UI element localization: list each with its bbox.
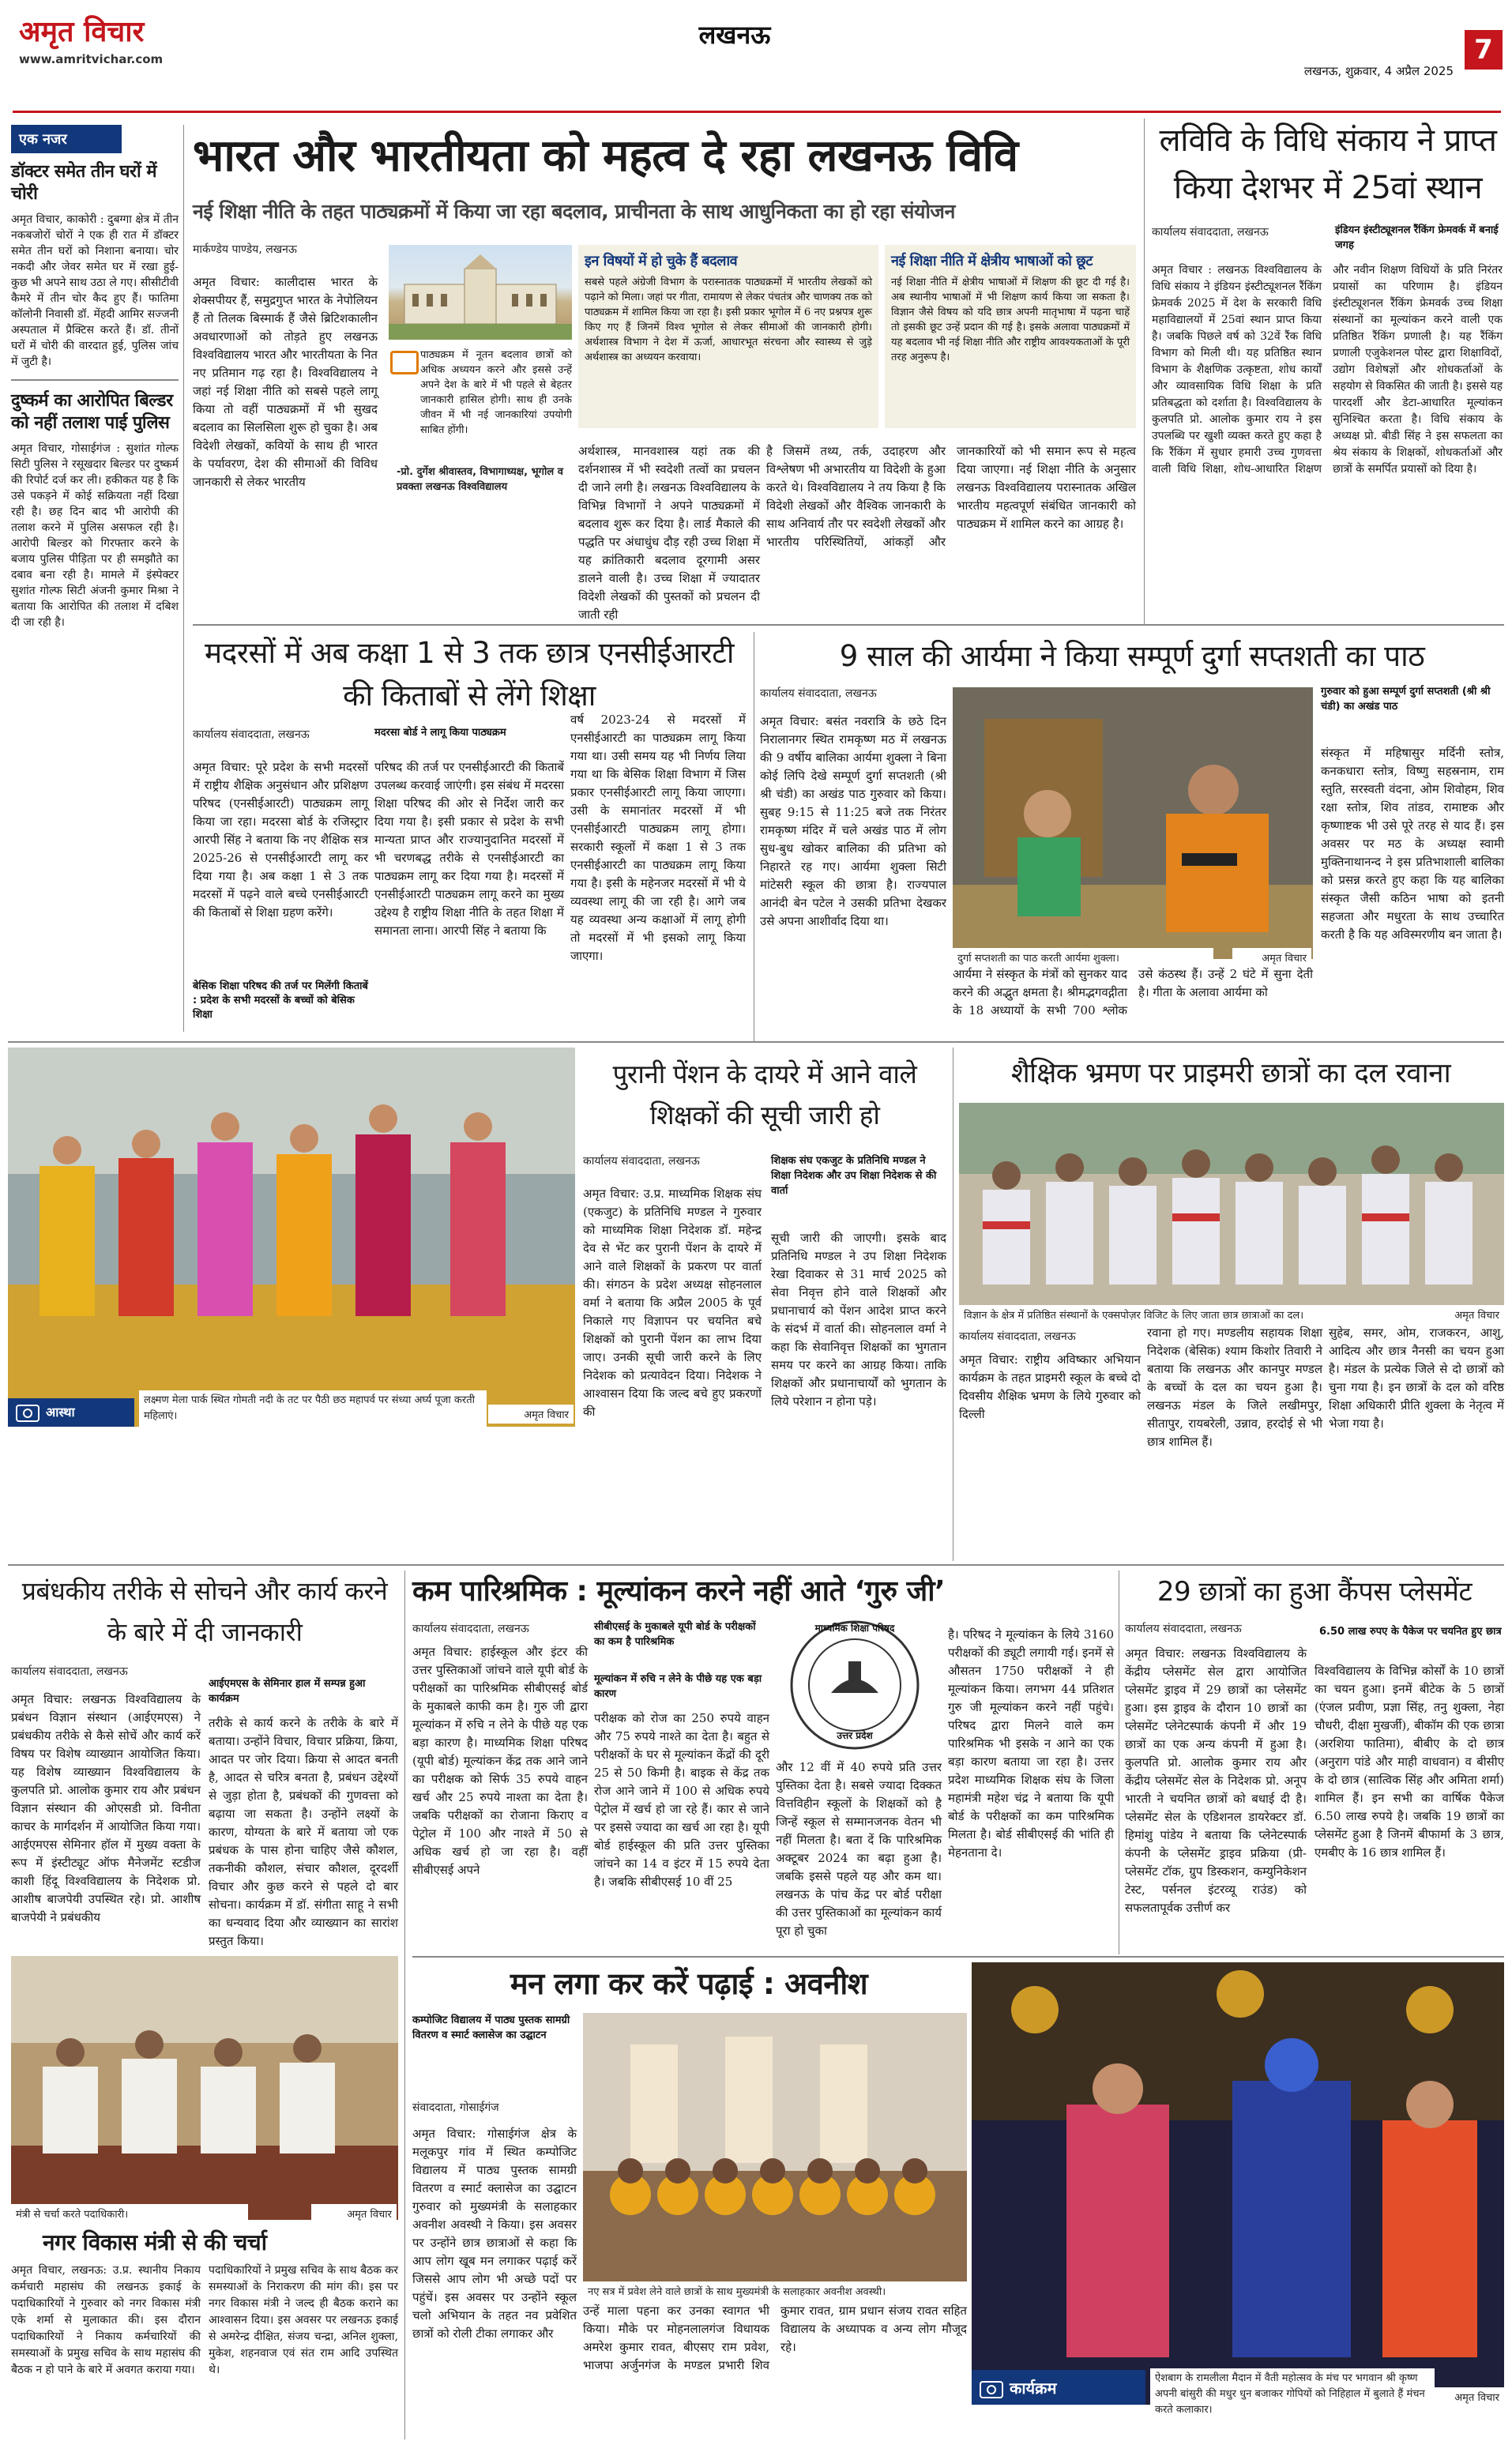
- durga-subhead: गुरुवार को हुआ सम्पूर्ण दुर्गा सप्तशती (श्री श्री चंडी) का अखंड पाठ: [1321, 686, 1491, 713]
- placement-byline: कार्यालय संवाददाता, लखनऊ: [1125, 1623, 1242, 1635]
- minister-headline: नगर विकास मंत्री से की चर्चा: [43, 2229, 267, 2255]
- lead-box2: [885, 245, 1136, 428]
- guru-byline: कार्यालय संवाददाता, लखनऊ: [412, 1623, 529, 1635]
- ek-nazar-story1-headline: डॉक्टर समेत तीन घरों में चोरी: [11, 162, 157, 204]
- placement-col2: विश्वविद्यालय के विभिन्न कोर्सों के 10 छात्रों का चयन हुआ। इनमें बीटेक के 5 छात्रों (एंजल प्रवीण, प्रज्ञा सिंह, तनु शुक्ला, नेहा चौधरी, दीक्षा मुखर्जी), बीकॉम की एक छात्रा (अरशिया फातिमा), बीबीए के दो छात्र (अनुराग पांडे और माही वाधवान) व बीसीए के दो छात्र (सात्विक सिंह और अमिता शर्मा) शामिल हैं। इन सभी का वार्षिक पैकेज 6.50 लाख रुपये है। जबकि 19 छात्रों का प्लेसमेंट हुआ है जिनमें बीफार्मा के 3 छात्र, एमबीए के 16 छात्र शामिल हैं।: [1315, 1664, 1504, 1860]
- avneesh-photo: [583, 2013, 967, 2281]
- placement-subhead: 6.50 लाख रुपए के पैकेज पर चयनित हुए छात्र: [1319, 1626, 1502, 1638]
- ek-nazar-story1-body: अमृत विचार, काकोरी : दुबग्गा क्षेत्र में तीन नकबजोरों चोरों ने एक ही रात में डॉक्टर समेत तीन घरों को निशाना बनाया। चोर नकदी और जेवर समेत घर में रखा हुई-कुछ भी अपने साथ उठा ले गए। सीसीटीवी कैमरे में तीन चोर कैद हुए हैं। फातिमा कॉलोनी निवासी डॉ. मेंहदी आमिर सज्जनी अस्पताल में प्रैक्टिस करते हैं। डॉ. तीनों घरों में चोरी की वारदात हुई, पुलिस जांच में जुटी है।: [11, 213, 179, 368]
- ek-nazar-label: एक नजर: [11, 125, 122, 153]
- pension-byline: कार्यालय संवाददाता, लखनऊ: [583, 1155, 700, 1168]
- dateline: लखनऊ, शुक्रवार, 4 अप्रैल 2025: [1303, 64, 1454, 78]
- minister-caption: मंत्री से चर्चा करते पदाधिकारी।: [11, 2204, 248, 2221]
- quote-attribution: -प्रो. दुर्गेश श्रीवास्तव, विभागाध्यक्ष, भूगोल व प्रवक्ता लखनऊ विश्वविद्यालय: [397, 466, 563, 493]
- masthead: [0, 0, 1512, 76]
- ek-nazar-story2-headline: दुष्कर्म का आरोपित बिल्डर को नहीं तलाश पाई पुलिस: [11, 391, 173, 433]
- guru-subhead2: मूल्यांकन में रुचि न लेने के पीछे यह एक बड़ा कारण: [594, 1673, 762, 1700]
- board-logo-state: उत्तर प्रदेश: [837, 1730, 873, 1741]
- camera-icon: [16, 1405, 39, 1422]
- mgmt-subhead: आईएमएस के सेमिनार हाल में सम्पन्न हुआ कार्यक्रम: [209, 1678, 366, 1705]
- aastha-tag: आस्था: [8, 1398, 134, 1427]
- durga-body1: अमृत विचार: बसंत नवरात्रि के छठे दिन निरालानगर स्थित रामकृष्ण मठ में लखनऊ की 9 वर्षीय बालिका आर्यमा शुक्ला ने बिना कोई लिपि देखे सम्पूर्ण दुर्गा सप्तशती (श्री श्री चंडी) का अखंड पाठ गुरुवार को किया। सुबह 9:15 से 11:25 बजे तक निरंतर रामकृष्ण मंदिर में चले अखंड पाठ में लोग सुध-बुध खोकर बालिका की प्रतिभा को निहारते रह गए। आर्यमा शुक्ला सिटी मांटेसरी स्कूल की छात्रा है। राज्यपाल आनंदी बेन पटेल ने उसकी प्रतिभा देखकर उसे अपना आशीर्वाद दिया था।: [760, 714, 946, 928]
- guru-col4: है। परिषद ने मूल्यांकन के लिये 3160 परीक्षकों की ड्यूटी लगायी गई। इनमें से औसतन 1750 परीक्षकों ने ही मूल्यांकन किया। लगभग 44 प्रतिशत गुरु जी मूल्यांकन करने नहीं पहुंचे। परिषद द्वारा मिलने वाले कम पारिश्रमिक भी इसके न आने का एक बड़ा कारण बताया जा रहा है। उत्तर प्रदेश माध्यमिक शिक्षक संघ के जिला महामंत्री महेश चंद्र ने बताया कि यूपी बोर्ड के परीक्षकों का कम पारिश्रमिक मिलता है। बोर्ड सीबीएसई की भांति ही मेहनताना दे।: [948, 1627, 1114, 1860]
- law-headline: लविवि के विधि संकाय ने प्राप्त किया देशभर में 25वां स्थान: [1159, 122, 1497, 206]
- aastha-caption: लक्ष्मण मेला पार्क स्थित गोमती नदी के तट पर पैठी छठ महापर्व पर संध्या अर्घ्य पूजा करती महिलाएं।: [139, 1390, 487, 1427]
- avneesh-caption: नए सत्र में प्रवेश लेने वाले छात्रों के साथ मुख्यमंत्री के सलाहकार अवनीश अवस्थी।: [583, 2281, 967, 2300]
- excursion-headline: शैक्षिक भ्रमण पर प्राइमरी छात्रों का दल रवाना: [1010, 1058, 1451, 1089]
- guru-col1: अमृत विचार: हाईस्कूल और इंटर की उत्तर पुस्तिकाओं जांचने वाले यूपी बोर्ड के परीक्षकों का पारिश्रमिक सीबीएसई बोर्ड के मुकाबले काफी कम है। गुरु जी द्वारा मूल्यांकन में रुचि न लेने के पीछे यह एक बड़ा कारण है। माध्यमिक शिक्षा परिषद (यूपी बोर्ड) मूल्यांकन केंद्र तक आने जाने का परीक्षक को सिर्फ 35 रुपये वाहन खर्च और 25 रुपये नाश्ता का देता है। जबकि परीक्षकों का रोजाना किराए व पेट्रोल में 100 और नाश्ते में 50 से अधिक खर्च हो जा रहा है। वहीं सीबीएसई अपने: [412, 1645, 588, 1877]
- guru-headline: कम पारिश्रमिक : मूल्यांकन करने नहीं आते ‘गुरु जी’: [412, 1575, 946, 1608]
- guru-col2: परीक्षक को रोज का 250 रुपये वाहन और 75 रुपये नाश्ते का देता है। बहुत से परीक्षकों के घर से मूल्यांकन केंद्रों की दूरी 25 से 50 किमी है। बाइक से केंद्र तक रोज आने जाने में 100 से अधिक रुपये पेट्रोल में खर्च हो जा रहे हैं। कार से जाने पर इससे ज्यादा का खर्च आ रहा है। यूपी बोर्ड हाईस्कूल की प्रति उत्तर पुस्तिका जांचने का 14 व इंटर में 15 रुपये देता है। जबकि सीबीएसई 10 वीं 25: [594, 1711, 769, 1889]
- lead-para3: है जिसमें तथ्य, तर्क, उदाहरण और विश्लेषण भी अभारतीय या विदेशी के हुआ करते थे। विश्वविद्यालय ने तय किया है कि विदेशी लेखकों और वैश्विक जानकारी के साथ अनिवार्य तौर पर स्वदेशी लेखकों और भारतीय परिस्थितियों, आंकड़ों और जानकारियों को भी समान रूप से महत्व दिया जाएगा। नई शिक्षा नीति के अनुसार लखनऊ विश्वविद्यालय परास्नातक अखिल भारतीय महत्वपूर्ण संबंधित जानकारी को पाठ्यक्रम में शामिल करने का आग्रह है।: [766, 444, 1136, 549]
- lead-para1: अमृत विचार: कालीदास भारत के शेक्सपीयर हैं, समुद्रगुप्त भारत के नेपोलियन हैं तो तिलक बिस्मार्क हैं जैसे ब्रिटिशकालीन अवधारणाओं को तोड़ते हुए लखनऊ विश्वविद्यालय भारत और भारतीयता के नित नए प्रतिमान गढ़ रहा है। विश्वविद्यालय ने जहां नई शिक्षा नीति को सबसे पहले लागू किया तो वहीं पाठ्यक्रमों में भी सुखद बदलाव का सिलसिला शुरू हो चुका है। अब विदेशी लेखकों, कवियों के साथ ही भारत के पर्यावरण, देश की सीमाओं की विविध जानकारी से लेकर भारतीय: [193, 275, 378, 489]
- recital-scene-illustration: [953, 687, 1313, 959]
- section-rule: [193, 624, 1504, 626]
- karyakram-credit: अमृत विचार: [1435, 2387, 1504, 2405]
- lead-headline: भारत और भारतीयता को महत्व दे रहा लखनऊ विवि: [193, 130, 1018, 182]
- durga-credit: अमृत विचार: [1232, 948, 1311, 965]
- avneesh-subhead: कम्पोजिट विद्यालय में पाठ्य पुस्तक सामग्री वितरण व स्मार्ट क्लासेज का उद्घाटन: [412, 2014, 570, 2041]
- avneesh-headline: मन लगा कर करें पढ़ाई : अवनीश: [510, 1966, 868, 2001]
- pension-col2: सूची जारी की जाएगी। इसके बाद प्रतिनिधि मण्डल ने उप शिक्षा निदेशक रेखा दिवाकर से 31 मार्च 2025 को सेवा निवृत्त होने वाले शिक्षकों और प्रधानाचार्य को पेंशन आदेश प्राप्त करने के संदर्भ में वार्ता की। सोहनलाल वर्मा ने कहा कि सेवानिवृत्त शिक्षकों का भुगतान समय पर करने का आग्रह किया। ताकि शिक्षकों और प्रधानाचार्यों को भुगतान के लिये परेशान न होना पड़े।: [771, 1231, 946, 1409]
- mgmt-col1: अमृत विचार: लखनऊ विश्वविद्यालय के प्रबंधन विज्ञान संस्थान (आईएमएस) ने प्रबंधकीय तरीके से कैसे सोचें और कार्य करें विषय पर विशेष व्याख्यान आयोजित किया। यह विशेष व्याख्यान विश्वविद्यालय के कुलपति प्रो. आलोक कुमार राय और प्रबंधन विज्ञान संस्थान की ओएसडी प्रो. विनीता काचर के मार्गदर्शन में आयोजित किया गया। आईएमएस सेमिनार हॉल में मुख्य वक्ता के रूप में इंस्टीट्यूट ऑफ मैनेजमेंट स्टडीज काशी हिंदू विश्वविद्यालय के निदेशक प्रो. आशीष बाजपेयी उपस्थित रहे। प्रो. आशीष बाजपेयी ने प्रबंधकीय: [11, 1692, 201, 1924]
- meeting-illustration: [11, 1956, 398, 2220]
- avneesh-body2: उन्हें माला पहना कर उनका स्वागत भी किया। मौके पर मोहनलालगंज विधायक अमरेश कुमार रावत, बीएसए राम प्रवेश, भाजपा अर्जुनगंज के मण्डल प्रभारी शिव कुमार रावत, ग्राम प्रधान संजय रावत सहित विद्यालय के अध्यापक व अन्य लोग मौजूद रहे।: [583, 2304, 967, 2372]
- madrasa-byline: कार्यालय संवाददाता, लखनऊ: [193, 728, 310, 741]
- placement-col1: अमृत विचार: लखनऊ विश्वविद्यालय के केंद्रीय प्लेसमेंट सेल द्वारा आयोजित प्लेसमेंट ड्राइव में 29 छात्रों का प्लेसमेंट हुआ। इस ड्राइव के दौरान 10 छात्रों का प्लेसमेंट प्लेनेटस्पार्क कंपनी में और 19 छात्रों का एक अन्य कंपनी में हुआ है। कुलपति प्रो. आलोक कुमार राय और केंद्रीय प्लेसमेंट सेल के निदेशक प्रो. अनूप भारती ने चयनित छात्रों को बधाई दी है। प्लेसमेंट सेल के एडिशनल डायरेक्टर डॉ. हिमांशु पांडेय ने बताया कि प्लेनेटस्पार्क कंपनी के प्लेसमेंट ड्राइव प्रक्रिया (प्री-प्लेसमेंट टॉक, ग्रुप डिस्कशन, कम्युनिकेशन टेस्ट, पर्सनल इंटरव्यू राउंड) को सफलतापूर्वक उत्तीर्ण कर: [1125, 1646, 1307, 1915]
- minister-col2: पदाधिकारियों ने प्रमुख सचिव के साथ बैठक कर समस्याओं के निराकरण की मांग की। इस पर नगर विकास मंत्री ने जल्द ही बैठक कराने का आश्वासन दिया। इस अवसर पर लखनऊ इकाई से अमरेन्द्र दीक्षित, संजय चन्द्रा, अनिल शुक्ला, मुकेश, शहनवाज एवं संत राम आदि उपस्थित थे।: [209, 2264, 398, 2376]
- placement-headline: 29 छात्रों का हुआ कैंपस प्लेसमेंट: [1157, 1576, 1473, 1608]
- section-rule: [8, 1041, 1504, 1043]
- lead-box1: [578, 245, 878, 428]
- website-link[interactable]: www.amritvichar.com: [19, 52, 164, 66]
- pension-subhead: शिक्षक संघ एकजुट के प्रतिनिधि मण्डल ने शिक्षा निदेशक और उप शिक्षा निदेशक से की वार्ता: [771, 1155, 937, 1197]
- krishna-stage-illustration: [972, 1962, 1504, 2405]
- camera-icon: [980, 2381, 1003, 2398]
- box2-title: नई शिक्षा नीति में क्षेत्रीय भाषाओं को छूट: [891, 253, 1093, 269]
- law-subhead: इंडियन इंस्टीट्यूशनल रैंकिंग फ्रेमवर्क में बनाई जगह: [1335, 224, 1499, 251]
- board-logo: [776, 1618, 934, 1752]
- karyakram-photo: [972, 1962, 1504, 2405]
- durga-photo: [953, 687, 1313, 959]
- guru-subhead1: सीबीएसई के मुकाबले यूपी बोर्ड के परीक्षकों का कम है पारिश्रमिक: [594, 1621, 756, 1648]
- lead-byline: मार्कण्डेय पाण्डेय, लखनऊ: [193, 243, 297, 256]
- karyakram-caption: ऐशबाग के रामलीला मैदान में वैती महोत्सव के मंच पर भगवान श्री कृष्ण अपनी बांसुरी की मधुर धुन बजाकर गोपियों को निहिहाल में बुलाते हैं मंचन करते कलाकार।: [1150, 2368, 1435, 2406]
- madrasa-col3: वर्ष 2023-24 से मदरसों में एनसीईआरटी का पाठ्यक्रम लागू किया गया था। उसी समय यह भी निर्णय लिया गया था कि बेसिक शिक्षा विभाग में जिस प्रकार एनसीईआरटी लागू किया जाएगा। उसी के समानांतर मदरसों में भी एनसीईआरटी पाठ्यक्रम लागू होगा। सरकारी स्कूलों में कक्षा 1 से 3 तक एनसीईआरटी का पाठ्यक्रम लागू किया गया है। इसी के महेनजर मदरसों में भी ये व्यवस्था लागू की जा रही है। आगे जब यह व्यवस्था अन्य कक्षाओं में लागू होगी तो मदरसों में भी इसको लागू किया जाएगा।: [570, 713, 746, 963]
- box1-body: सबसे पहले अंग्रेजी विभाग के परास्नातक पाठ्यक्रमों में भारतीय लेखकों को पढ़ाने को मिला। जहां पर गीता, रामायण से लेकर पंचतंत्र और चाणक्य तक को पाठ्यक्रम में शामिल किया जा रहा है। इसी प्रकार भूगोल में 6 नए प्रश्नपत्र शुरू किए गए हैं जिनमें विश्व भूगोल से लेकर सीमाओं की जानकारी होगी। अर्थशास्त्र विभाग ने देश में ऊर्जा, आधारभूत संरचना और स्वास्थ्य से जुड़े अर्थशास्त्र का अध्ययन करवाया।: [585, 276, 872, 363]
- board-logo-text: माध्यमिक शिक्षा परिषद: [814, 1623, 895, 1634]
- excursion-body1: अमृत विचार: राष्ट्रीय अविष्कार अभियान कार्यक्रम के तहत प्राइमरी स्कूल के बच्चे दो दिवसीय शैक्षिक भ्रमण के लिये गुरुवार को दिल्ली: [959, 1352, 1141, 1421]
- karyakram-tag: कार्यक्रम: [972, 2370, 1145, 2405]
- section-rule: [8, 1564, 1504, 1566]
- felicitation-illustration: [583, 2013, 967, 2281]
- law-byline: कार्यालय संवाददाता, लखनऊ: [1152, 226, 1269, 239]
- quote-box: [389, 348, 572, 512]
- quote-text: पाठ्यक्रम में नूतन बदलाव छात्रों को अधिक अध्ययन करने और इससे उन्हें अपने देश के बारे में भी पहले से बेहतर जानकारी हासिल होगी। साथ ही उनके जीवन में भी नई जानकारियां उपयोगी साबित होंगी।: [420, 349, 572, 436]
- minister-col1: अमृत विचार, लखनऊ: उ.प्र. स्थानीय निकाय कर्मचारी महासंघ की लखनऊ इकाई के पदाधिकारियों ने गुरुवार को नगर विकास मंत्री एके शर्मा से मुलाकात की। इस दौरान पदाधिकारियों ने निकाय कर्मचारियों की समस्याओं के प्रमुख सचिव के साथ महासंघ की बैठक न हो पाने के बारे में अवगत कराया गया।: [11, 2264, 201, 2376]
- law-body: अमृत विचार : लखनऊ विश्वविद्यालय के विधि संकाय ने इंडियन इंस्टीट्यूशनल रैंकिंग फ्रेमवर्क 2025 में देश के सरकारी विधि महाविद्यालयों में 25वां स्थान प्राप्त किया है। जबकि पिछले वर्ष को 32वें रैंक विधि विभाग को मिली थी। यह प्रतिष्ठित स्थान विभाग के शैक्षणिक उत्कृष्टता, शोध कार्यों और व्यावसायिक विधि शिक्षा के प्रति प्रतिबद्धता को दर्शाता है। विश्वविद्यालय के कुलपति प्रो. आलोक कुमार राय ने इस उपलब्धि पर खुशी व्यक्त करते हुए कहा है कि रैंकिंग में सुधार हमारी उच्च गुणवत्ता वाली विधि शिक्षा, शोध-आधारित शिक्षण और नवीन शिक्षण विधियों के प्रति निरंतर प्रयासों का परिणाम है। इंडियन इंस्टीट्यूशनल रैंकिंग फ्रेमवर्क उच्च शिक्षा संस्थानों का मूल्यांकन करने वाली एक प्रतिष्ठित रैंकिंग प्रणाली है। यह रैंकिंग प्रणाली एजुकेशनल पोस्ट द्वारा शिक्षाविदों, उद्योग विशेषज्ञों और शोधकर्ताओं के सहयोग से विकसित की जाती है। इससे यह पारदर्शी और डेटा-आधारित मूल्यांकन सुनिश्चित करता है। विधि संकाय के अध्यक्ष प्रो. बीडी सिंह ने इस सफलता का श्रेय संकाय के शिक्षकों, शोधकर्ताओं और छात्रों के समर्पित प्रयासों को दिया है।: [1152, 264, 1503, 476]
- durga-body2: आर्यमा ने संस्कृत के मंत्रों को सुनकर याद करने की अद्भुत क्षमता है। श्रीमद्भगवद्गीता के 18 अध्यायों के सभी 700 श्लोक उसे कंठस्थ हैं। उन्हें 2 घंटे में सुना देती है। गीता के अलावा आर्यमा को: [953, 967, 1313, 1017]
- excursion-byline: कार्यालय संवाददाता, लखनऊ: [959, 1330, 1076, 1343]
- mgmt-byline: कार्यालय संवाददाता, लखनऊ: [11, 1665, 128, 1678]
- aastha-photo: [8, 1048, 575, 1427]
- minister-credit: अमृत विचार: [311, 2204, 397, 2221]
- minister-photo: [11, 1956, 398, 2220]
- section-title: लखनऊ: [698, 20, 771, 50]
- masthead-rule: [13, 111, 1501, 113]
- section-rule: [412, 1956, 1504, 1958]
- quote-icon: [390, 351, 419, 374]
- lead-para2: अर्थशास्त्र, मानवशास्त्र यहां तक की दर्शनशास्त्र में भी स्वदेशी तत्वों का प्रचलन दी जाने लगी है। लखनऊ विश्वविद्यालय के विभिन्न विभागों ने अपने पाठ्यक्रमों में बदलाव शुरू कर दिया है। लार्ड मैकाले की पद्धति पर अंधाधुंध दौड़ रही उच्च शिक्षा में यह क्रांतिकारी बदलाव दूरगामी असर डालने वाली है। उच्च शिक्षा में ज्यादातर विदेशी लेखकों की पुस्तकों को प्रचलन दी जाती रही: [578, 444, 760, 622]
- mgmt-col2: तरीके से कार्य करने के तरीके के बारे में बताया। उन्होंने विचार, विचार प्रक्रिया, क्रिया, आदत पर जोर दिया। क्रिया से आदत बनती है, आदत से चरित्र बनता है, प्रबंधन उद्देश्यों से जुड़ा होता है, प्रबंधकों की गुणवत्ता को बढ़ाया जा सकता है। उन्होंने लक्ष्यों के कारण, योग्यता के बारे में बताया जो एक प्रबंधक के पास होना चाहिए जैसे कौशल, तकनीकी कौशल, संचार कौशल, दूरदर्शी विचार और कुछ करने से पहले दो बार सोचना। कार्यक्रम में डॉ. संगीता साहू ने सभी का धन्यवाद दिया और व्याख्यान का सारांश प्रस्तुत किया।: [209, 1716, 398, 1948]
- excursion-body3: सुहेब, समर, ओम, राजकरन, आशु, आदित्य और छात्र नैनसी का चयन हुआ है। मंडल के प्रत्येक जिले से दो छात्रों को चुना गया है। इन छात्रों के दल को वरिष्ठ शिक्षा अधिकारी प्रीति शुक्ला के नेतृत्व में भेजा गया है।: [1329, 1326, 1504, 1431]
- lead-subhead: नई शिक्षा नीति के तहत पाठ्यक्रमों में किया जा रहा बदलाव, प्राचीनता के साथ आधुनिकता का हो रहा संयोजन: [193, 200, 955, 223]
- column-rule: [1144, 118, 1145, 624]
- pension-headline: पुरानी पेंशन के दायरे में आने वाले शिक्षकों की सूची जारी हो: [612, 1059, 917, 1130]
- durga-body3: संस्कृत में महिषासुर मर्दिनी स्तोत्र, कनकधारा स्तोत्र, विष्णु सहस्रनाम, राम स्तुति, सरस्वती वंदना, ओम शिवोहम, शिव रक्षा स्तोत्र, शिव तांडव, रामाष्टक और कृष्णाष्टक भी उसे पूरे तरह से याद हैं। इस अवसर पर मठ के अध्यक्ष स्वामी मुक्तिनाथानन्द ने इस प्रतिभाशाली बालिका को प्रसन्न करते हुए कहा कि यह बालिका संस्कृत जैसी कठिन भाषा को इतनी सहजता और मधुरता के साथ उच्चारित करती है कि यह अविस्मरणीय बन जाता है।: [1321, 746, 1504, 942]
- aastha-credit: अमृत विचार: [488, 1405, 574, 1424]
- madrasa-col1: अमृत विचार: पूरे प्रदेश के सभी मदरसों में राष्ट्रीय शैक्षिक अनुसंधान और प्रशिक्षण परिषद (एनसीईआरटी) पाठ्यक्रम लागू किया जा रहा। मदरसा बोर्ड के रजिस्ट्रार आरपी सिंह ने बताया कि नए शैक्षिक सत्र 2025-26 से एनसीईआरटी लागू कर दिया गया है। अब कक्षा 1 से 3 तक मदरसों में पढ़ने वाले बच्चे एनसीईआरटी की किताबों से शिक्षा ग्रहण करेंगे।: [193, 760, 368, 920]
- students-group-illustration: [959, 1103, 1504, 1305]
- excursion-credit: अमृत विचार: [1427, 1305, 1504, 1322]
- page-number: 7: [1465, 30, 1503, 70]
- excursion-photo: [959, 1103, 1504, 1305]
- madrasa-subhead: मदरसा बोर्ड ने लागू किया पाठ्यक्रम: [374, 727, 506, 739]
- column-rule: [404, 1570, 405, 2439]
- mgmt-headline: प्रबंधकीय तरीके से सोचने और कार्य करने के बारे में दी जानकारी: [21, 1576, 388, 1647]
- excursion-body2: रवाना हो गए। मण्डलीय सहायक शिक्षा निदेशक (बेसिक) श्याम किशोर तिवारी ने बताया कि लखनऊ और कानपुर मण्डल के बच्चों के दल का चयन हुआ है। लखनऊ मंडल के जिले लखीमपुर, सीतापुर, रायबरेली, उन्नाव, हरदोई से भी छात्र शामिल हैं।: [1147, 1326, 1322, 1449]
- pension-col1: अमृत विचार: उ.प्र. माध्यमिक शिक्षक संघ (एकजुट) के प्रतिनिधि मण्डल ने गुरुवार को माध्यमिक शिक्षा निदेशक डॉ. महेन्द्र देव से भेंट कर पुरानी पेंशन के दायरे में आने वाले शिक्षकों के प्रकरण पर वार्ता की। संगठन के प्रदेश अध्यक्ष सोहनलाल वर्मा ने बताया कि अप्रैल 2005 के पूर्व निकाले गए विज्ञापन पर चयनित बचे शिक्षकों को पुरानी पेंशन का लाभ दिया जाए। उनकी सूची जारी करने के लिए निदेशक को प्रत्यावेदन दिया। निदेशक ने आश्वासन दिया कि जल्द बचे हुए प्रकरणों की: [583, 1187, 762, 1419]
- avneesh-body1: अमृत विचार: गोसाईगंज क्षेत्र के मलूकपुर गांव में स्थित कम्पोजिट विद्यालय में पाठ्य पुस्तक सामग्री वितरण व स्मार्ट क्लासेज का उद्घाटन गुरुवार को मुख्यमंत्री के सलाहकार अवनीश अवस्थी ने किया। इस अवसर पर उन्होंने छात्र छात्राओं से कहा कि आप लोग खूब मन लगाकर पढ़ाई करें जिससे आप लोग भी अच्छे पदों पर पहुंचें। इस अवसर पर उन्होंने स्कूल चलो अभियान के तहत नव प्रवेशित छात्रों को रोली टीका लगाकर और: [412, 2127, 577, 2341]
- brand-logo: अमृत विचार: [19, 16, 145, 48]
- box1-title: इन विषयों में हो चुके हैं बदलाव: [585, 253, 738, 269]
- ek-nazar-column: [11, 125, 179, 1033]
- durga-headline: 9 साल की आर्यमा ने किया सम्पूर्ण दुर्गा सप्तशती का पाठ: [839, 639, 1425, 673]
- madrasa-col1-subhead: बेसिक शिक्षा परिषद की तर्ज पर मिलेंगी किताबें : प्रदेश के सभी मदरसों के बच्चों को बेसिक शिक्षा: [193, 980, 368, 1021]
- lead-photo: [389, 245, 572, 340]
- durga-byline: कार्यालय संवाददाता, लखनऊ: [760, 687, 877, 700]
- excursion-caption: विज्ञान के क्षेत्र में प्रतिष्ठित संस्थानों के एक्सपोज़र विजिट के लिए जाता छात्र छात्राओं का दल।: [959, 1305, 1425, 1322]
- ek-nazar-story2-body: अमृत विचार, गोसाईगंज : सुशांत गोल्फ सिटी पुलिस ने रसूखदार बिल्डर पर दुष्कर्म की रिपोर्ट दर्ज कर ली। हकीकत यह है कि उसे पकड़ने में कोई सक्रियता नहीं दिखा रही है। छह दिन बाद भी आरोपी की तलाश करने में पुलिस असफल रही है। आरोपी बिल्डर को गिरफ्तार करने के बजाय पुलिस पीड़िता पर ही समझौते का दबाव बना रही है। मामले में इंस्पेक्टर सुशांत गोल्फ सिटी अंजनी कुमार मिश्रा ने बताया कि आरोपित की तलाश में दबिश दी जा रही है।: [11, 442, 179, 629]
- madrasa-col2: परिषद की तर्ज पर एनसीईआरटी की किताबें उपलब्ध करवाई जाएंगी। इस संबंध में मदरसा शिक्षा परिषद की ओर से निर्देश जारी कर दिया गया है। इसी प्रकार से प्रदेश के सभी मान्यता प्राप्त और राज्यानुदानित मदरसों में भी चरणबद्ध तरीके से एनसीईआरटी का पाठ्यक्रम लागू कर दिया गया है। मदरसों में एनसीईआरटी पाठ्यक्रम लागू करने का मुख्य उद्देश्य है राष्ट्रीय शिक्षा नीति के तहत शिक्षा में समानता लाना। आरपी सिंह ने बताया कि: [374, 760, 564, 938]
- madrasa-headline: मदरसों में अब कक्षा 1 से 3 तक छात्र एनसीईआरटी की किताबों से लेंगे शिक्षा: [205, 636, 734, 713]
- avneesh-byline: संवाददाता, गोसाईगंज: [412, 2101, 499, 2114]
- column-rule: [183, 125, 184, 1032]
- guru-col3: और 12 वीं में 40 रुपये प्रति उत्तर पुस्तिका देता है। सबसे ज्यादा दिक्कत वित्तविहीन स्कूलों के शिक्षकों को है जिन्हें स्कूल से सम्मानजनक वेतन भी नहीं मिलता है। बता दें कि पारिश्रमिक अक्टूबर 2024 का बढ़ा हुआ है। जबकि इससे पहले यह और कम था। लखनऊ के पांच केंद्र पर बोर्ड परीक्षा की उत्तर पुस्तिकाओं का मूल्यांकन कार्य पूरा हो चुका: [776, 1760, 942, 1938]
- box2-body: नई शिक्षा नीति में क्षेत्रीय भाषाओं में शिक्षण की छूट दी गई है। अब स्थानीय भाषाओं में भी शिक्षण कार्य किया जा सकता है। विज्ञान जैसे विषय को यदि छात्र अपनी मातृभाषा में पढ़ना चाहें तो इसकी छूट उन्हें प्रदान की गई है। इसके अलावा पाठ्यक्रमों में यह बदलाव भी नई शिक्षा नीति और राष्ट्रीय आवश्यकताओं के पूरी तरह अनुरूप है।: [891, 276, 1130, 363]
- durga-caption: दुर्गा सप्तशती का पाठ करती आर्यमा शुक्ला।: [953, 948, 1213, 965]
- university-building-illustration: [389, 245, 572, 340]
- chhath-worship-illustration: [8, 1048, 575, 1427]
